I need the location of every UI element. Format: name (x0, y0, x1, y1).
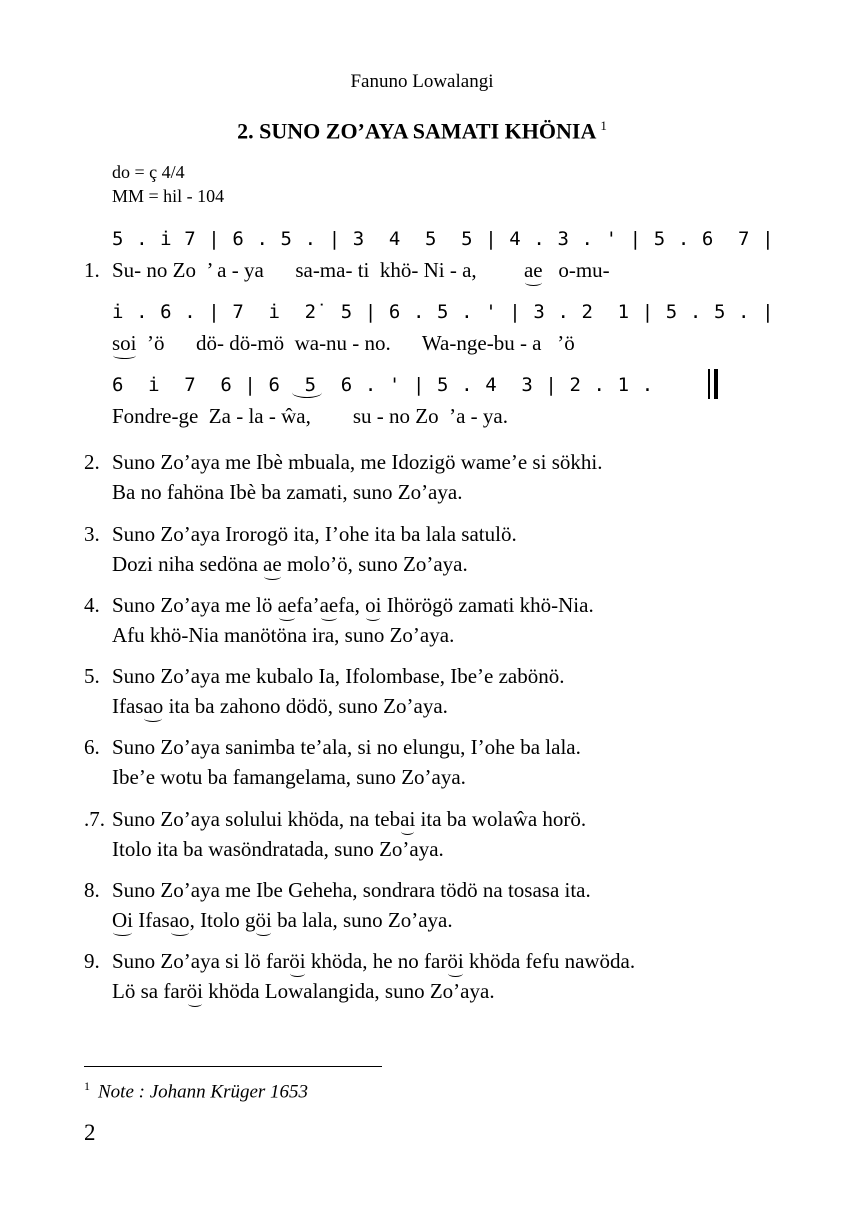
verse-text: Suno Zo’aya solului khöda, na teb (112, 807, 401, 831)
verse-number: 3. (84, 522, 100, 546)
footnote-marker: 1 (84, 1079, 90, 1093)
key-signature: do = ç 4/4 (112, 162, 185, 182)
verse-text: Suno Zo’aya me Ibe Geheha, sondrara tödö na tosasa ita. (112, 878, 591, 902)
lyric-text: Su- no Zo ’ a - ya sa-ma- ti khö- Ni - a, (112, 258, 524, 282)
verse-number: 2. (84, 450, 100, 474)
stanza-number: 1. (84, 258, 100, 282)
tempo-marking: MM = hil - 104 (112, 186, 225, 206)
vowel-ligature: öi (289, 949, 306, 973)
vowel-ligature: Oi (112, 908, 133, 932)
footnote-text: Note : Johann Krüger 1653 (98, 1081, 309, 1103)
vowel-ligature: öi (186, 979, 203, 1003)
verse-line (112, 552, 468, 577)
verse-line (112, 735, 581, 760)
verse-line (112, 949, 635, 974)
verse-line (112, 593, 594, 618)
notation-line: i̇ . 6 . | 7 i̇ 2̇ 5 | 6 . 5 . ' | 3 . 2 1 | 5 . 5 . | (112, 301, 775, 323)
page-number: 2 (84, 1120, 96, 1145)
verse-line (112, 522, 517, 547)
verse-text: Lö sa far (112, 979, 187, 1003)
vowel-ligature: ae (263, 552, 282, 576)
footnote-rule (84, 1066, 382, 1067)
verse-line (112, 979, 495, 1004)
verse-text: ba lala, suno Zo’aya. (271, 908, 453, 932)
verse-text: Suno Zo’aya me kubalo Ia, Ifolombase, Ibe’e zabönö. (112, 664, 565, 688)
lyric-text: Fondre-ge Za - la - ŵa, su - no Zo ’a - ya. (112, 404, 508, 428)
verse-line (112, 623, 454, 648)
song-title-text: 2. SUNO ZO’AYA SAMATI KHÖNIA (237, 118, 597, 144)
verse-text: Suno Zo’aya sanimba te’ala, si no elungu, I’ohe ba lala. (112, 735, 581, 759)
footnote-reference: 1 (600, 118, 607, 133)
verse-text: Ibe’e wotu ba famangelama, suno Zo’aya. (112, 765, 466, 789)
running-head: Fanuno Lowalangi (350, 71, 494, 92)
vowel-ligature: soi (112, 331, 137, 355)
vowel-ligature: öi (255, 908, 272, 932)
vowel-ligature: öi (447, 949, 464, 973)
footnote (84, 1079, 308, 1103)
verse-number: .7. (84, 807, 105, 831)
verse-number: 6. (84, 735, 100, 759)
vowel-ligature: oi (365, 593, 382, 617)
lyric-line (112, 404, 508, 429)
vowel-ligature: ao (143, 694, 164, 718)
verse-text: Dozi niha sedöna (112, 552, 264, 576)
final-barline (708, 369, 721, 399)
notation-line: 6 i̇ 7 6 | 6 5 6 . ' | 5 . 4 3 | 2 . 1 . (112, 374, 654, 396)
verse-text: Ifas (133, 908, 170, 932)
verse-text: molo’ö, suno Zo’aya. (281, 552, 468, 576)
verse-number: 5. (84, 664, 100, 688)
verse-number: 8. (84, 878, 100, 902)
verse-line (112, 664, 565, 689)
verse-text: Ifas (112, 694, 144, 718)
vowel-ligature: ae (319, 593, 339, 617)
barline-thick (714, 369, 718, 399)
verse-text: Suno Zo’aya Irorogö ita, I’ohe ita ba lala satulö. (112, 522, 517, 546)
verse-text: Suno Zo’aya me Ibè mbuala, me Idozigö wame’e si sökhi. (112, 450, 603, 474)
verse-line (112, 480, 462, 505)
verse-text: khöda fefu nawöda. (463, 949, 636, 973)
verse-text: Suno Zo’aya me lö (112, 593, 278, 617)
verse-text: ita ba zahono dödö, suno Zo’aya. (163, 694, 448, 718)
barline-thin (708, 369, 710, 399)
verse-text: Ihörögö zamati khö-Nia. (381, 593, 594, 617)
slur-mark (292, 387, 322, 398)
verse-line (112, 450, 602, 475)
lyric-line (112, 331, 575, 356)
lyric-text: ’ö dö- dö-mö wa-nu - no. Wa-nge-bu - a ’ö (136, 331, 575, 355)
song-title (0, 118, 844, 144)
verse-number: 4. (84, 593, 100, 617)
verse-line (112, 807, 586, 832)
verse-line (112, 765, 466, 790)
lyric-line (112, 258, 610, 283)
verse-line (112, 837, 444, 862)
verse-text: khöda, he no far (305, 949, 448, 973)
verse-text: Ba no fahöna Ibè ba zamati, suno Zo’aya. (112, 480, 463, 504)
vowel-ligature: ao (169, 908, 190, 932)
verse-text: fa, (338, 593, 366, 617)
verse-line (112, 908, 453, 933)
vowel-ligature: ae (523, 258, 543, 282)
verse-text: fa’ (296, 593, 320, 617)
verse-text: , Itolo g (189, 908, 256, 932)
verse-number: 9. (84, 949, 100, 973)
verse-text: Suno Zo’aya si lö far (112, 949, 290, 973)
notation-line: 5 . i̇ 7 | 6 . 5 . | 3 4 5 5 | 4 . 3 . ' | 5 . 6 7 | (112, 228, 775, 250)
verse-text: Itolo ita ba wasöndratada, suno Zo’aya. (112, 837, 444, 861)
vowel-ligature: ai (400, 807, 416, 831)
verse-text: Afu khö-Nia manötöna ira, suno Zo’aya. (112, 623, 455, 647)
lyric-text: o-mu- (542, 258, 610, 282)
verse-line (112, 694, 448, 719)
vowel-ligature: ae (277, 593, 297, 617)
verse-text: ita ba wolaŵa horö. (415, 807, 587, 831)
verse-line (112, 878, 591, 903)
verse-text: khöda Lowalangida, suno Zo’aya. (202, 979, 495, 1003)
